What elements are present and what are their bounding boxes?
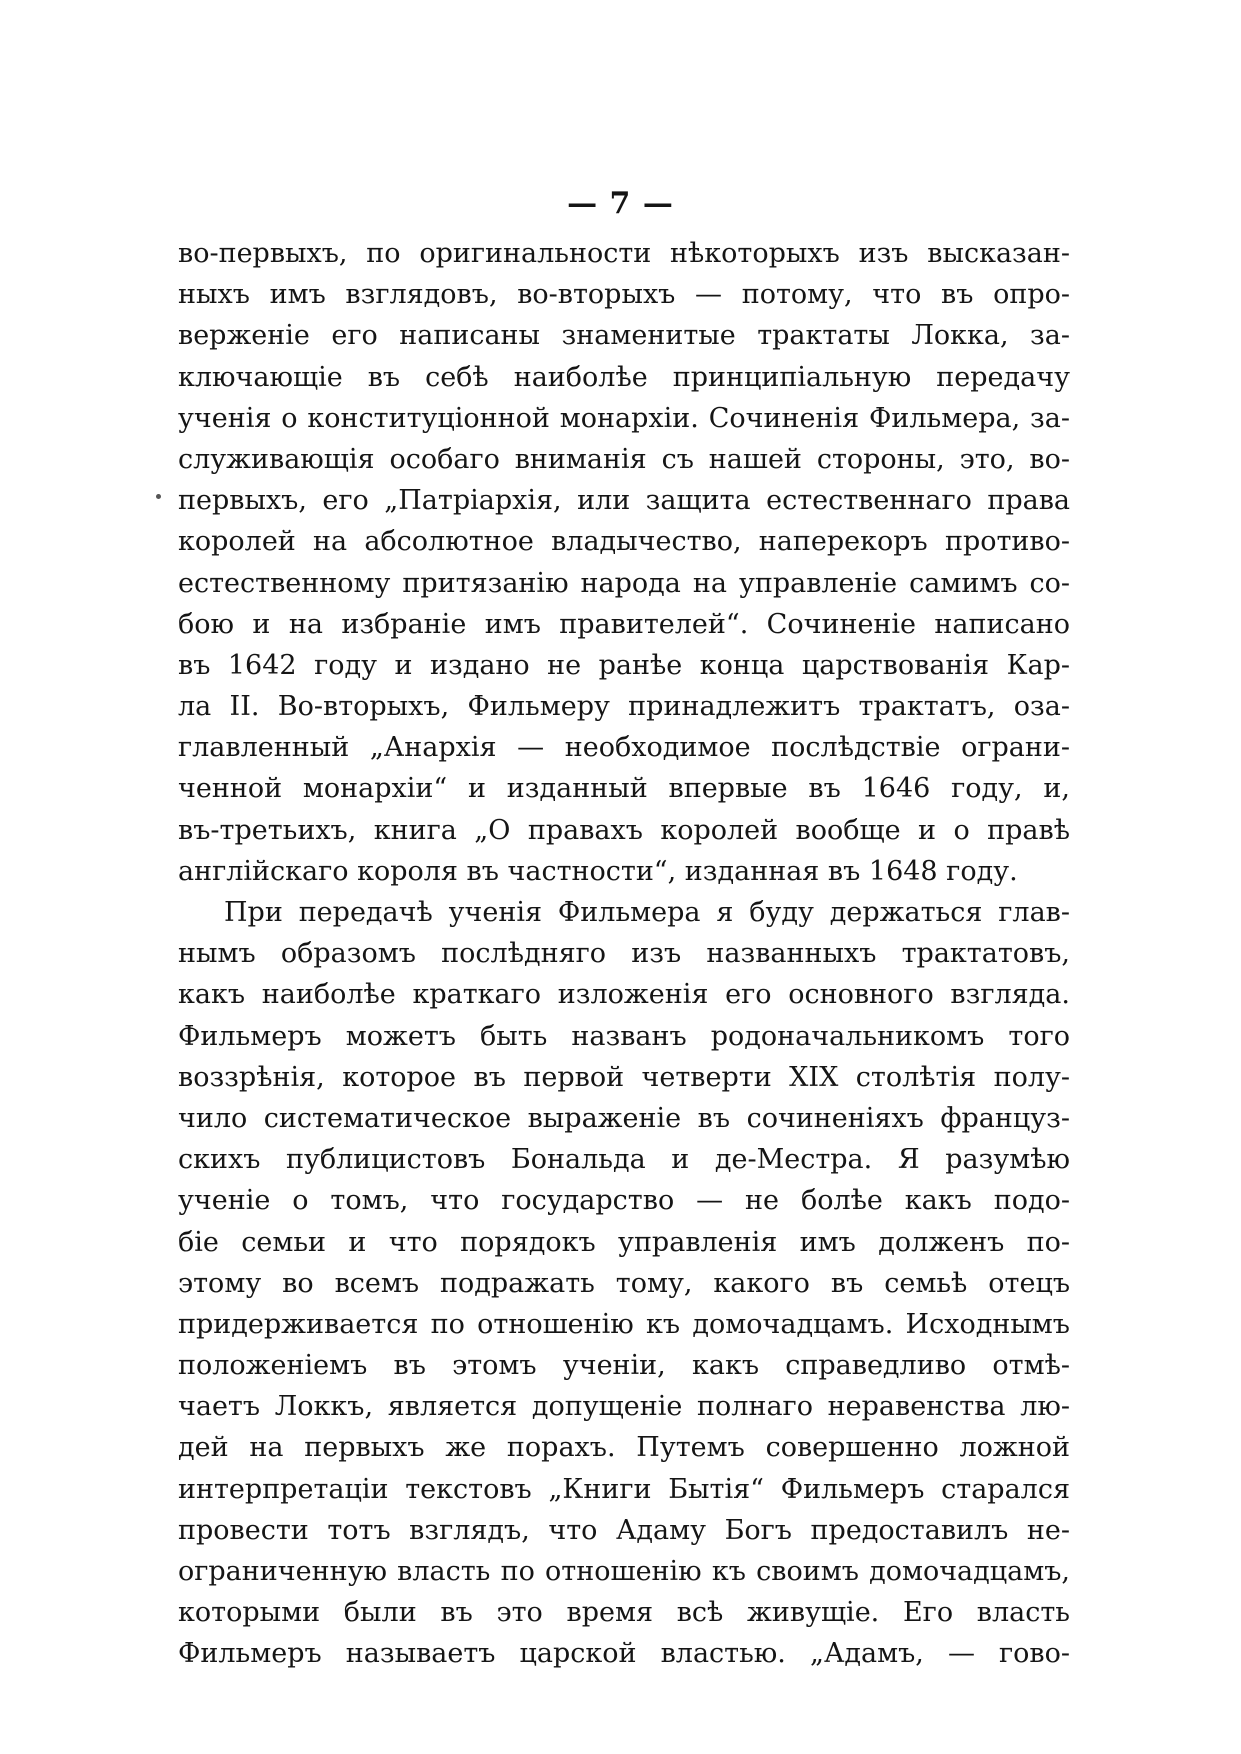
text-line: первыхъ, его „Патріархія, или защита естественнаго права (178, 485, 1070, 517)
paragraph-end-line: англійскаго короля въ частности“, изданная въ 1648 году. (178, 855, 1018, 887)
paragraph-start-line: При передачѣ ученія Фильмера я буду держаться глав- (224, 897, 1070, 928)
text-line: положеніемъ въ этомъ ученіи, какъ справедливо отмѣ- (178, 1350, 1070, 1382)
text-line: служивающія особаго вниманія съ нашей стороны, это, во- (178, 443, 1070, 475)
text-line: придерживается по отношенію къ домочадцамъ. Исходнымъ (178, 1308, 1070, 1340)
body-text (178, 233, 1070, 1675)
text-line: ла II. Во-вторыхъ, Фильмеру принадлежитъ трактатъ, оза- (178, 691, 1070, 723)
text-line: нымъ образомъ послѣдняго изъ названныхъ трактатовъ, (178, 938, 1070, 970)
text-line: главленный „Анархія — необходимое послѣдствіе ограни- (178, 732, 1070, 764)
text-line: ченной монархіи“ и изданный впервые въ 1646 году, и, (178, 773, 1070, 805)
text-line: дей на первыхъ же порахъ. Путемъ совершенно ложной (178, 1432, 1070, 1464)
page-number: — 7 — (567, 186, 674, 221)
text-line: верженіе его написаны знаменитые трактаты Локка, за- (178, 320, 1070, 352)
text-line: которыми были въ это время всѣ живущіе. Его власть (178, 1597, 1070, 1629)
text-line: въ-третьихъ, книга „О правахъ королей вообще и о правѣ (178, 814, 1070, 846)
text-line: ключающіе въ себѣ наиболѣе принципіальную передачу (178, 361, 1070, 393)
text-line: ученіе о томъ, что государство — не болѣе какъ подо- (178, 1185, 1070, 1217)
text-line: бою и на избраніе имъ правителей“. Сочиненіе написано (178, 608, 1070, 640)
text-line: какъ наиболѣе краткаго изложенія его основного взгляда. (178, 979, 1070, 1011)
text-line: чаетъ Локкъ, является допущеніе полнаго неравенства лю- (178, 1391, 1070, 1423)
text-line: чило систематическое выраженіе въ сочиненіяхъ француз- (178, 1102, 1070, 1134)
text-line: ограниченную власть по отношенію къ своимъ домочадцамъ, (178, 1556, 1070, 1587)
text-line: воззрѣнія, которое въ первой четверти XIX столѣтія полу- (178, 1061, 1070, 1093)
text-line: въ 1642 году и издано не ранѣе конца царствованія Кар- (178, 649, 1070, 681)
text-line: Фильмеръ называетъ царской властью. „Адамъ, — гово- (178, 1638, 1070, 1670)
text-line: королей на абсолютное владычество, наперекоръ противо- (178, 526, 1070, 558)
text-line: ныхъ имъ взглядовъ, во-вторыхъ — потому, что въ опро- (178, 279, 1070, 311)
text-line: интерпретаціи текстовъ „Книги Бытія“ Фильмеръ старался (178, 1473, 1070, 1505)
text-line: Фильмеръ можетъ быть названъ родоначальникомъ того (178, 1020, 1070, 1052)
text-line: ученія о конституціонной монархіи. Сочиненія Фильмера, за- (178, 402, 1070, 434)
text-line: естественному притязанію народа на управленіе самимъ со- (178, 567, 1070, 599)
text-line: біе семьи и что порядокъ управленія имъ долженъ по- (178, 1226, 1070, 1258)
text-line: скихъ публицистовъ Бональда и де-Местра. Я разумѣю (178, 1144, 1070, 1176)
text-line: во-первыхъ, по оригинальности нѣкоторыхъ изъ высказан- (178, 238, 1070, 269)
text-line: этому во всемъ подражать тому, какого въ семьѣ отецъ (178, 1267, 1070, 1299)
margin-mark (156, 494, 161, 499)
text-line: провести тотъ взглядъ, что Адаму Богъ предоставилъ не- (178, 1514, 1070, 1546)
